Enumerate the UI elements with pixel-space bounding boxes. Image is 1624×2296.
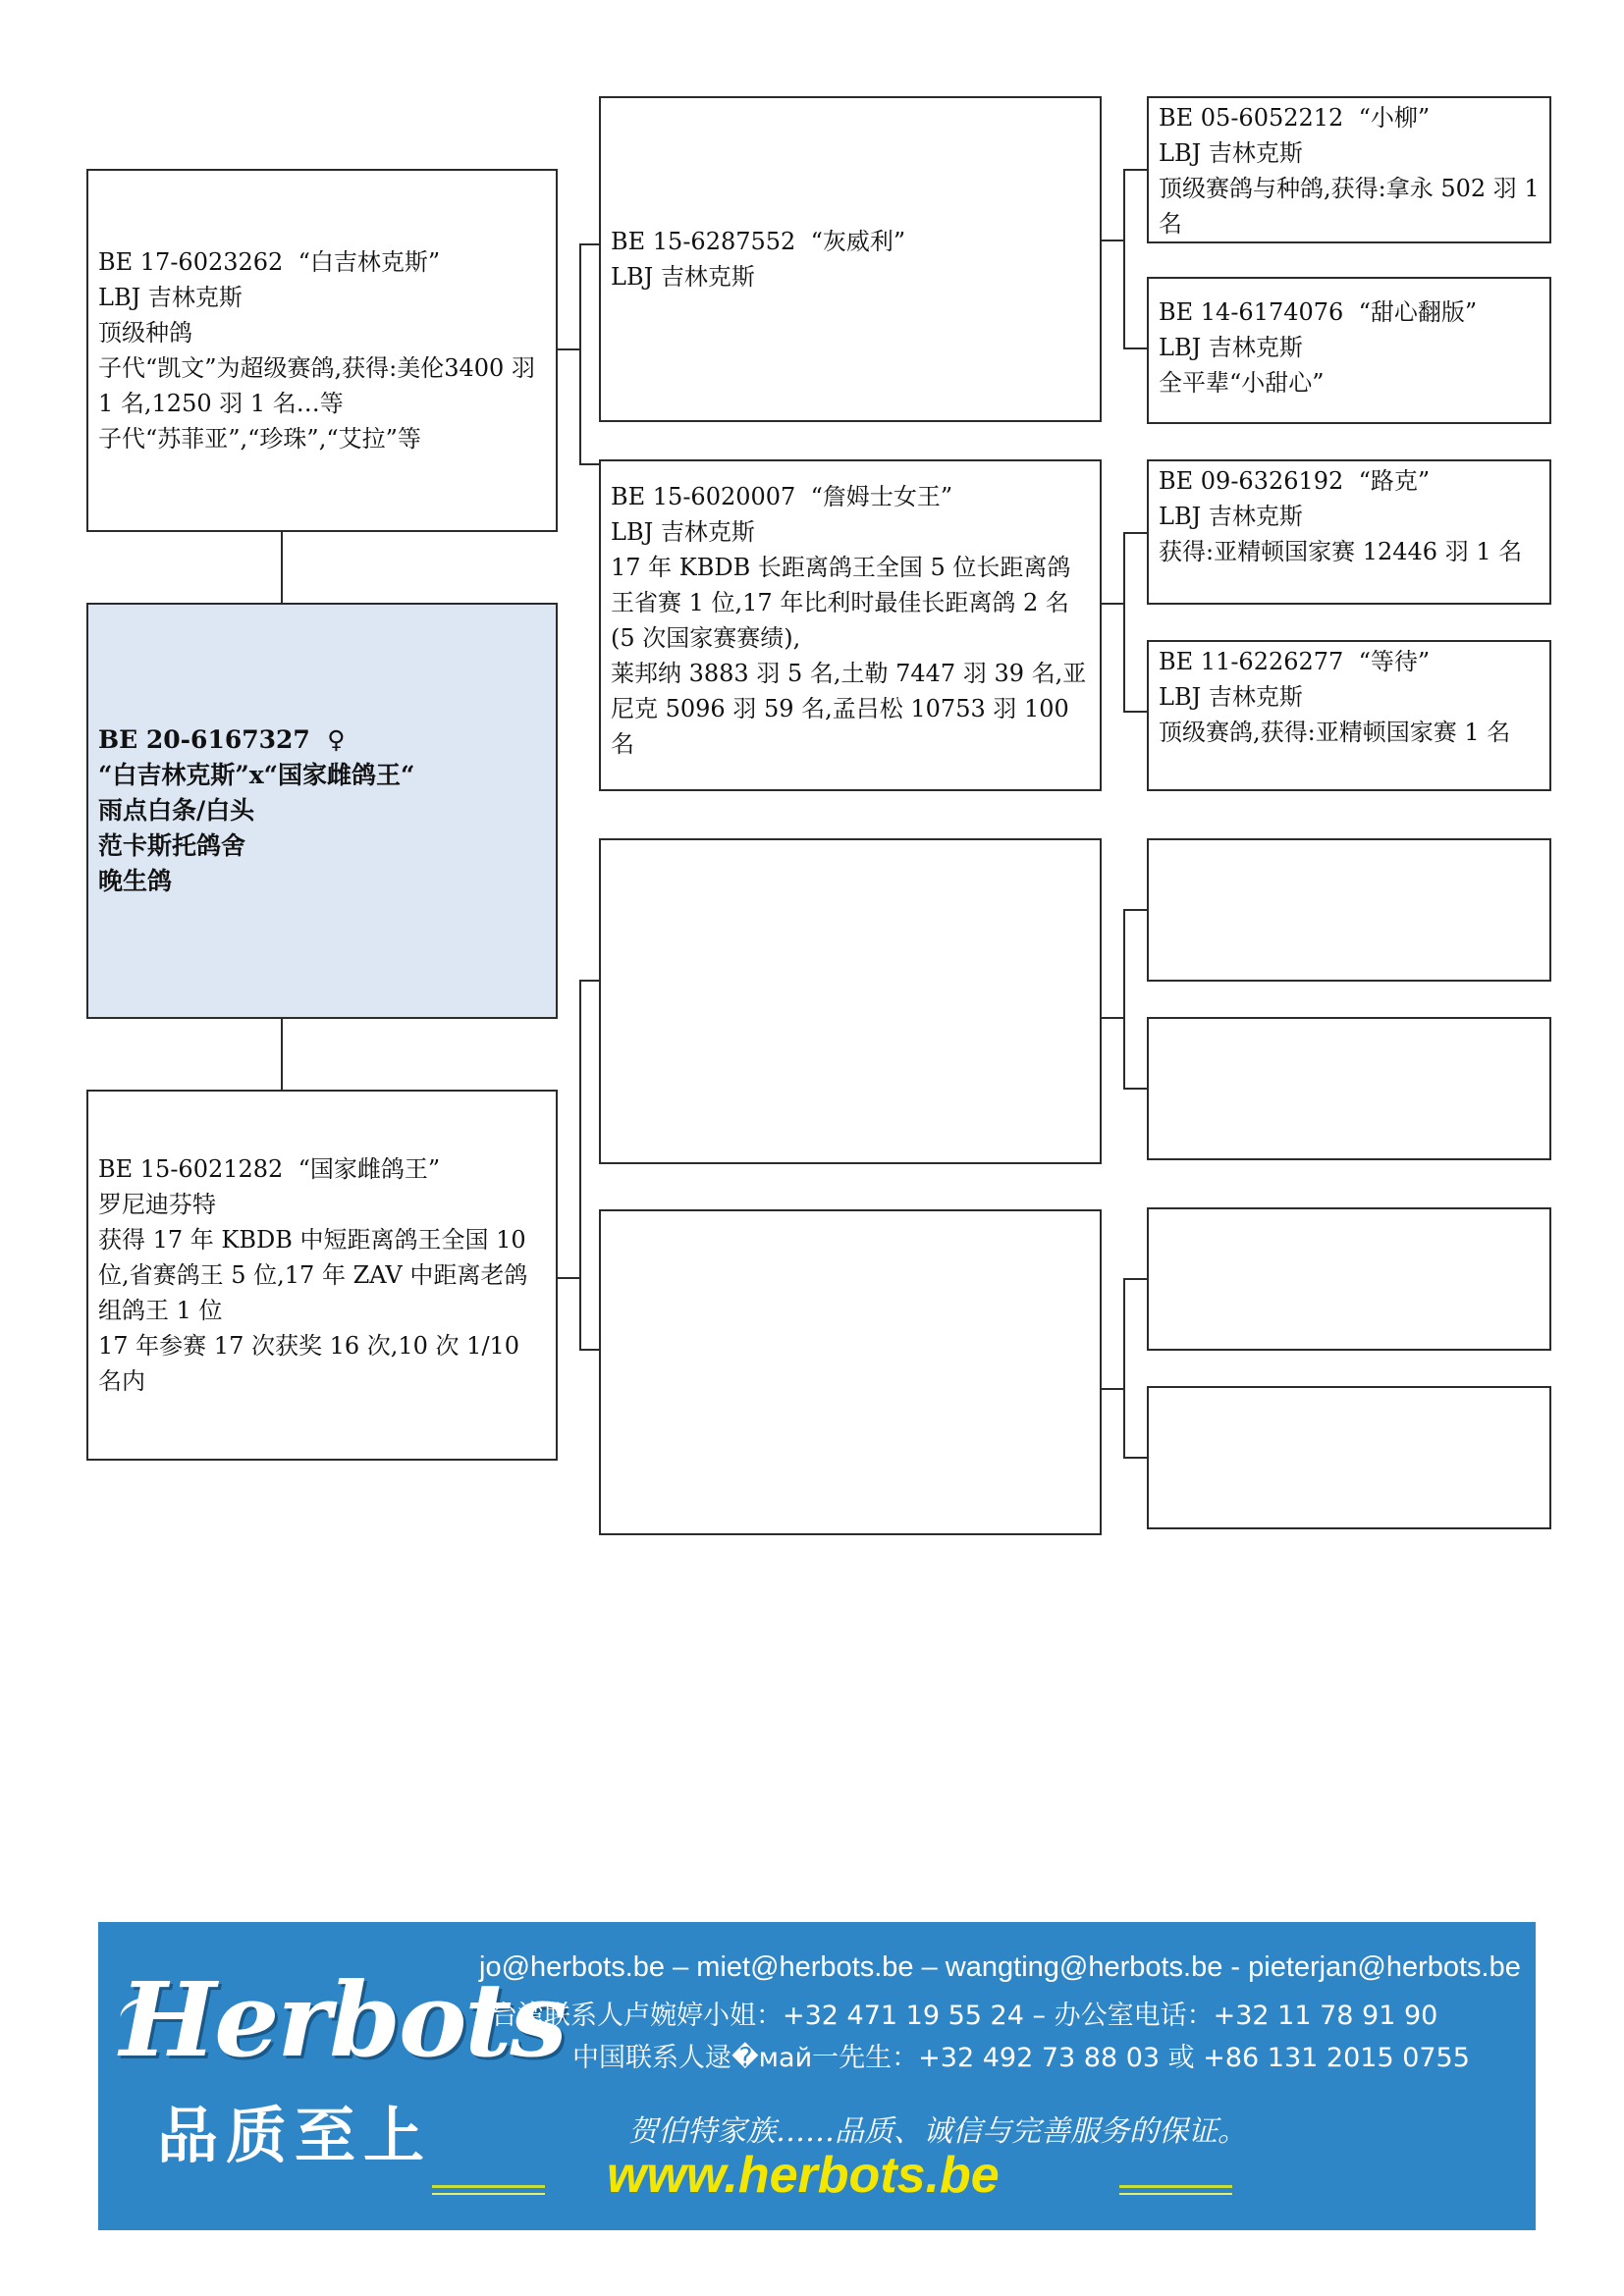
- sd-sire-ring: BE 09-6326192 “路克”: [1159, 467, 1431, 495]
- tagline: 贺伯特家族……品质、诚信与完善服务的保证。: [628, 2114, 1247, 2149]
- china-contact: 中国联系人逯�май一先生：+32 492 73 88 03 或 +86 131 2015 0755: [572, 2043, 1470, 2073]
- connector-line: [281, 1017, 283, 1090]
- decorative-line: [432, 2193, 545, 2195]
- sire-box: [86, 169, 558, 532]
- connector-line: [579, 980, 581, 1349]
- connector-line: [1100, 603, 1123, 605]
- dam-note: 17 年参赛 17 次获奖 16 次,10 次 1/10 名内: [98, 1332, 527, 1395]
- dam-box: [86, 1090, 558, 1461]
- decorative-line: [432, 2185, 545, 2188]
- subject-color: 雨点白条/白头: [98, 796, 255, 825]
- decorative-line: [1119, 2193, 1232, 2195]
- connector-line: [579, 243, 601, 245]
- sd-sire-breeder: LBJ 吉林克斯: [1159, 503, 1303, 530]
- subject-note: 晚生鸽: [98, 867, 173, 895]
- ss-dam-note: 全平辈“小甜心”: [1159, 369, 1325, 397]
- connector-line: [1123, 711, 1147, 713]
- website-link[interactable]: www.herbots.be: [607, 2147, 1000, 2204]
- sd-dam-note: 顶级赛鸽,获得:亚精顿国家赛 1 名: [1159, 719, 1511, 746]
- sire-dam-note: 17 年 KBDB 长距离鸽王全国 5 位长距离鸽王省赛 1 位,17 年比利时最佳长距离鸽 2 名(5 次国家赛赛绩),: [611, 554, 1071, 652]
- sire-sire-box: [599, 96, 1102, 422]
- connector-line: [556, 348, 579, 350]
- connector-line: [1123, 909, 1147, 911]
- connector-line: [579, 463, 601, 465]
- sire-dam-ring: BE 15-6020007 “詹姆士女王”: [611, 483, 953, 510]
- brand-slogan: 品质至上: [157, 2100, 433, 2171]
- connector-line: [1123, 532, 1147, 534]
- connector-line: [579, 1349, 601, 1351]
- dd-sire-box: [1147, 1207, 1551, 1351]
- sire-sire-breeder: LBJ 吉林克斯: [611, 263, 755, 291]
- ss-dam-ring: BE 14-6174076 “甜心翻版”: [1159, 298, 1478, 326]
- ds-sire-box: [1147, 838, 1551, 982]
- ds-dam-box: [1147, 1017, 1551, 1160]
- sire-sire-ring: BE 15-6287552 “灰威利”: [611, 228, 906, 255]
- decorative-line: [1119, 2185, 1232, 2188]
- ss-dam-breeder: LBJ 吉林克斯: [1159, 334, 1303, 361]
- dam-dam-box: [599, 1209, 1102, 1535]
- ss-sire-box: [1147, 96, 1551, 243]
- dam-ring: BE 15-6021282 “国家雌鸽王”: [98, 1155, 441, 1183]
- connector-line: [1123, 1278, 1147, 1280]
- ss-dam-box: [1147, 277, 1551, 424]
- connector-line: [1123, 169, 1147, 171]
- connector-line: [556, 1277, 579, 1279]
- connector-line: [579, 243, 581, 463]
- ss-sire-note: 顶级赛鸽与种鸽,获得:拿永 502 羽 1 名: [1159, 175, 1547, 238]
- connector-line: [1123, 909, 1125, 1088]
- sire-note: 顶级种鸽: [98, 319, 192, 347]
- sd-dam-ring: BE 11-6226277 “等待”: [1159, 648, 1431, 675]
- subject-ring: BE 20-6167327 ♀: [98, 725, 346, 754]
- footer-banner: [98, 1922, 1536, 2230]
- connector-line: [1100, 1017, 1123, 1019]
- sire-dam-box: [599, 459, 1102, 791]
- connector-line: [1100, 240, 1123, 241]
- subject-loft: 范卡斯托鸽舍: [98, 831, 246, 860]
- connector-line: [1100, 1388, 1123, 1390]
- connector-line: [1123, 1457, 1147, 1459]
- brand-logo: Herbots: [120, 1959, 566, 2080]
- dam-sire-box: [599, 838, 1102, 1164]
- connector-line: [281, 530, 283, 603]
- connector-line: [1123, 1278, 1125, 1457]
- sd-dam-breeder: LBJ 吉林克斯: [1159, 683, 1303, 711]
- connector-line: [1123, 347, 1147, 349]
- connector-line: [579, 980, 601, 982]
- sd-sire-box: [1147, 459, 1551, 605]
- ss-sire-breeder: LBJ 吉林克斯: [1159, 139, 1303, 167]
- subject-box: [86, 603, 558, 1019]
- contact-emails[interactable]: jo@herbots.be – miet@herbots.be – wangting@herbots.be - pieterjan@herbots.be: [479, 1951, 1521, 1983]
- dam-note: 获得 17 年 KBDB 中短距离鸽王全国 10 位,省赛鸽王 5 位,17 年 ZAV 中距离老鸽组鸽王 1 位: [98, 1226, 534, 1324]
- connector-line: [1123, 169, 1125, 347]
- sire-dam-breeder: LBJ 吉林克斯: [611, 518, 755, 546]
- connector-line: [1123, 532, 1125, 711]
- subject-parentage: “白吉林克斯”x“国家雌鸽王“: [98, 761, 415, 789]
- connector-line: [1123, 1088, 1147, 1090]
- ss-sire-ring: BE 05-6052212 “小柳”: [1159, 104, 1431, 132]
- taiwan-contact: 台湾联系人卢婉婷小姐：+32 471 19 55 24 – 办公室电话：+32 11 78 91 90: [491, 2001, 1438, 2031]
- dd-dam-box: [1147, 1386, 1551, 1529]
- sire-note: 子代“苏菲亚”,“珍珠”,“艾拉”等: [98, 425, 421, 453]
- sd-sire-note: 获得:亚精顿国家赛 12446 羽 1 名: [1159, 538, 1523, 565]
- sire-dam-note: 莱邦纳 3883 羽 5 名,土勒 7447 羽 39 名,亚尼克 5096 羽 59 名,孟吕松 10753 羽 100 名: [611, 660, 1087, 758]
- sire-breeder: LBJ 吉林克斯: [98, 284, 243, 311]
- sire-note: 子代“凯文”为超级赛鸽,获得:美伦3400 羽 1 名,1250 羽 1 名…等: [98, 354, 543, 417]
- dam-breeder: 罗尼迪芬特: [98, 1191, 216, 1218]
- sd-dam-box: [1147, 640, 1551, 791]
- sire-ring: BE 17-6023262 “白吉林克斯”: [98, 248, 441, 276]
